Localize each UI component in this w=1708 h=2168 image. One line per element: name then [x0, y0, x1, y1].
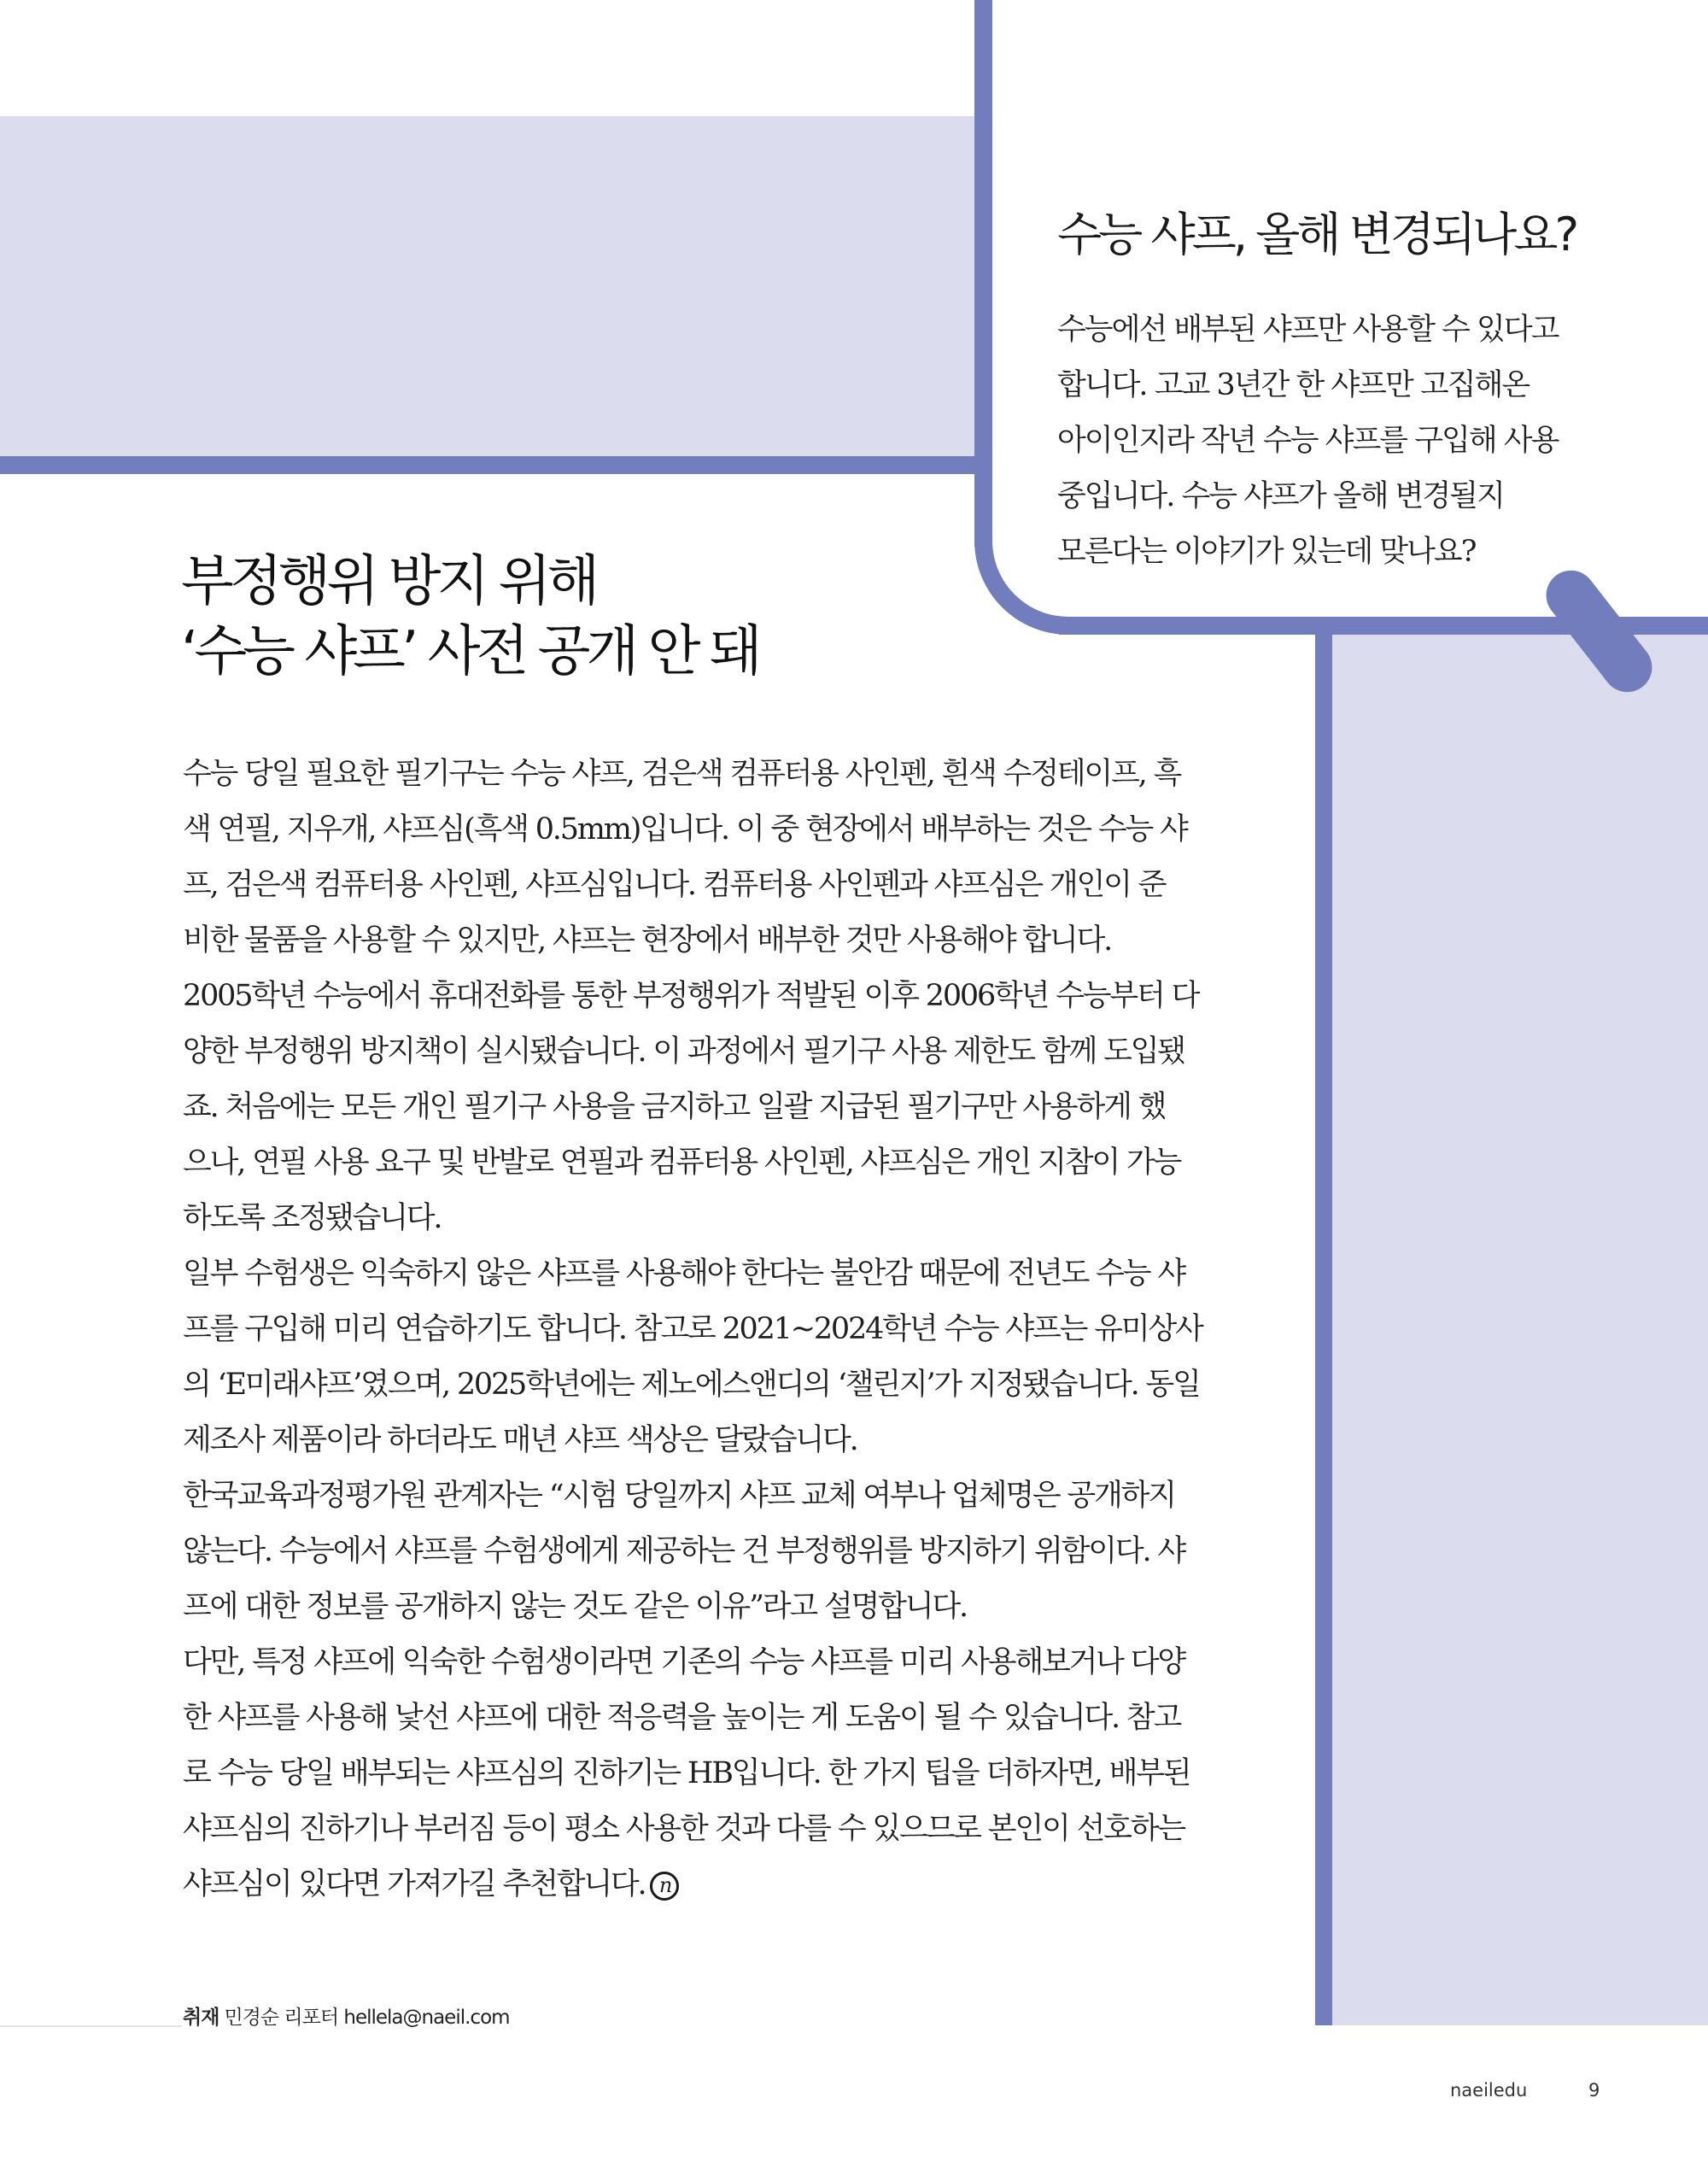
end-mark-icon: n [650, 1872, 679, 1901]
byline-label: 취재 [183, 2007, 219, 2029]
right-color-column [1332, 635, 1708, 2025]
question-line: 수능에선 배부된 샤프만 사용할 수 있다고 [1057, 313, 1559, 347]
page-number: 9 [1588, 2080, 1600, 2101]
question-line: 중입니다. 수능 샤프가 올해 변경될지 [1057, 479, 1504, 513]
body-line: 다만, 특정 샤프에 익숙한 수험생이라면 기존의 수능 샤프를 미리 사용해보거나 다양 [183, 1645, 1184, 1679]
body-line: 한국교육과정평가원 관계자는 “시험 당일까지 샤프 교체 여부나 업체명은 공개하지 [183, 1479, 1175, 1513]
body-line: 프를 구입해 미리 연습하기도 합니다. 참고로 2021~2024학년 수능 샤프는 유미상사 [183, 1312, 1202, 1346]
body-line: 의 ‘E미래샤프’였으며, 2025학년에는 제노에스앤디의 ‘챌린지’가 지정됐습니다. 동일 [183, 1368, 1200, 1402]
question-title: 수능 샤프, 올해 변경되나요? [1057, 208, 1576, 261]
body-line: 2005학년 수능에서 휴대전화를 통한 부정행위가 적발된 이후 2006학년 수능부터 다 [183, 979, 1199, 1013]
body-line: 죠. 처음에는 모든 개인 필기구 사용을 금지하고 일괄 지급된 필기구만 사용하게 했 [183, 1090, 1166, 1124]
byline-rule [0, 2025, 182, 2027]
body-line: 프, 검은색 컴퓨터용 사인펜, 샤프심입니다. 컴퓨터용 사인펜과 샤프심은 개인이 준 [183, 868, 1166, 902]
top-left-color-block [0, 116, 974, 456]
body-line: 샤프심의 진하기나 부러짐 등이 평소 사용한 것과 다를 수 있으므로 본인이 선호하는 [183, 1812, 1184, 1846]
callout-left-border [974, 0, 992, 547]
article-title-line: ‘수능 샤프’ 사전 공개 안 돼 [181, 620, 758, 683]
body-line: 색 연필, 지우개, 샤프심(흑색 0.5mm)입니다. 이 중 현장에서 배부하는 것은 수능 샤 [183, 812, 1187, 847]
body-line-last [183, 1857, 1259, 1913]
body-line: 제조사 제품이라 하더라도 매년 샤프 색상은 달랐습니다. [183, 1423, 857, 1457]
article-title [181, 547, 758, 687]
body-line: 비한 물품을 사용할 수 있지만, 샤프는 현장에서 배부한 것만 사용해야 합니다. [183, 923, 1112, 958]
article-title-line: 부정행위 방지 위해 [181, 550, 596, 613]
right-column-border [1315, 635, 1332, 2025]
body-line: 프에 대한 정보를 공개하지 않는 것도 같은 이유”라고 설명합니다. [183, 1590, 967, 1624]
body-line: 일부 수험생은 익숙하지 않은 샤프를 사용해야 한다는 불안감 때문에 전년도 수능 샤 [183, 1257, 1184, 1291]
byline [183, 2001, 510, 2030]
article-body [183, 747, 1259, 1913]
body-line: 양한 부정행위 방지책이 실시됐습니다. 이 과정에서 필기구 사용 제한도 함께 도입됐 [183, 1034, 1184, 1069]
body-line: 수능 당일 필요한 필기구는 수능 샤프, 검은색 컴퓨터용 사인펜, 흰색 수정테이프, 흑 [183, 757, 1181, 791]
body-line: 한 샤프를 사용해 낯선 샤프에 대한 적응력을 높이는 게 도움이 될 수 있습니다. 참고 [183, 1701, 1181, 1735]
body-line: 샤프심이 있다면 가져가길 추천합니다. [183, 1867, 646, 1901]
body-line: 않는다. 수능에서 샤프를 수험생에게 제공하는 건 부정행위를 방지하기 위함이다. 샤 [183, 1534, 1184, 1568]
top-left-divider-bar [0, 456, 992, 474]
byline-text: 민경순 리포터 hellela@naeil.com [224, 2007, 510, 2029]
body-line: 으나, 연필 사용 요구 및 반발로 연필과 컴퓨터용 사인펜, 샤프심은 개인 지참이 가능 [183, 1146, 1181, 1180]
question-line: 모른다는 이야기가 있는데 맞나요? [1057, 535, 1476, 569]
body-line: 로 수능 당일 배부되는 샤프심의 진하기는 HB입니다. 한 가지 팁을 더하자면, 배부된 [183, 1756, 1190, 1790]
question-body [1057, 302, 1621, 580]
footer-brand: naeiledu [1450, 2080, 1528, 2101]
question-line: 합니다. 고교 3년간 한 샤프만 고집해온 [1057, 368, 1530, 402]
body-line: 하도록 조정됐습니다. [183, 1201, 442, 1235]
question-line: 아이인지라 작년 수능 샤프를 구입해 사용 [1057, 424, 1559, 458]
